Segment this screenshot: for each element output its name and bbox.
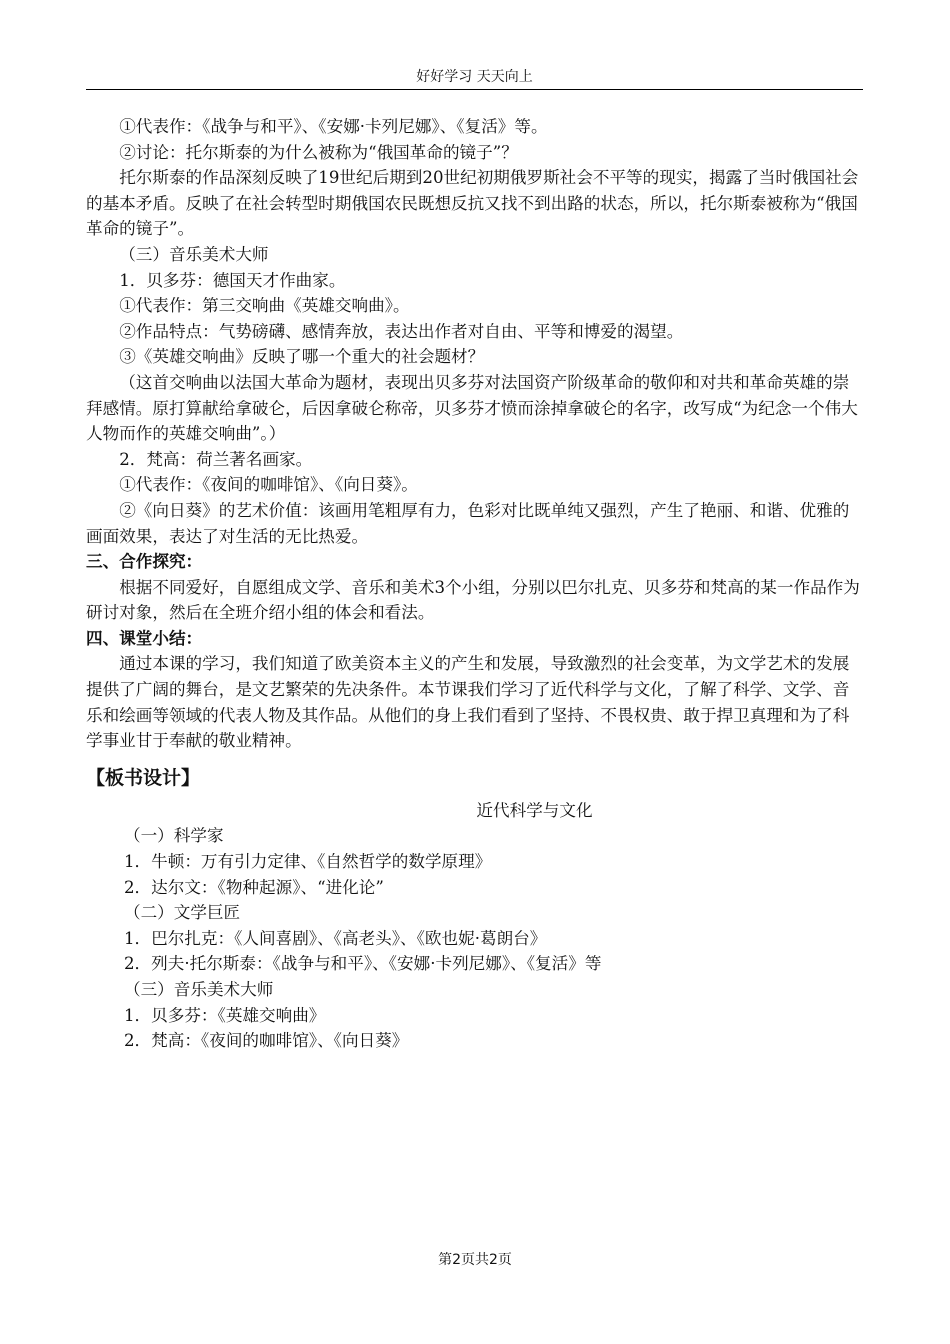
board-line: （二）文学巨匠 [124,903,241,923]
board-line: （一）科学家 [124,826,224,846]
paragraph: ②作品特点：气势磅礴、感情奔放，表达出作者对自由、平等和博爱的渴望。 [119,321,684,341]
section-heading: （三）音乐美术大师 [119,244,269,264]
paragraph: 2．梵高：荷兰著名画家。 [119,449,313,469]
board-line: 2．梵高：《夜间的咖啡馆》、《向日葵》 [124,1031,409,1051]
page-header: 好好学习 天天向上 [416,69,533,85]
board-line: 2．列夫·托尔斯泰：《战争与和平》、《安娜·卡列尼娜》、《复活》等 [124,954,602,974]
paragraph: ①代表作：《战争与和平》、《安娜·卡列尼娜》、《复活》等。 [119,117,548,136]
board-line: 2．达尔文：《物种起源》、“进化论” [124,877,384,897]
paragraph: 托尔斯泰的作品深刻反映了19世纪后期到20世纪初期俄罗斯社会不平等的现实，揭露了当时俄国社会的基本矛盾。反映了在社会转型时期俄国农民既想反抗又找不到出路的状态，所以，托尔斯泰被称为“俄国革命的镜子”。 [86,168,859,239]
paragraph: ①代表作：《夜间的咖啡馆》、《向日葵》。 [119,475,418,495]
page-footer: 第2页共2页 [438,1252,512,1268]
board-design-heading: 【板书设计】 [86,766,201,789]
paragraph: 1．贝多芬：德国天才作曲家。 [119,270,346,290]
board-line: 1．贝多芬：《英雄交响曲》 [124,1005,326,1025]
paragraph: 通过本课的学习，我们知道了欧美资本主义的产生和发展，导致激烈的社会变革，为文学艺术的发展提供了广阔的舞台，是文艺繁荣的先决条件。本节课我们学习了近代科学与文化，了解了科学、文学、音乐和绘画等领域的代表人物及其作品。从他们的身上我们看到了坚持、不畏权贵、敢于捍卫真理和为了科学事业甘于奉献的敬业精神。 [86,654,850,751]
section-heading: 三、合作探究： [86,552,203,572]
document-body [86,114,863,1054]
board-line: （三）音乐美术大师 [124,980,274,999]
board-line: 1．巴尔扎克：《人间喜剧》、《高老头》、《欧也妮·葛朗台》 [124,928,547,948]
board-title: 近代科学与文化 [476,800,593,820]
paragraph: ②《向日葵》的艺术价值：该画用笔粗厚有力，色彩对比既单纯又强烈，产生了艳丽、和谐、优雅的画面效果，表达了对生活的无比热爱。 [86,500,850,546]
header-divider [86,89,863,90]
board-line: 1．牛顿：万有引力定律、《自然哲学的数学原理》 [124,852,492,872]
paragraph: ①代表作：第三交响曲《英雄交响曲》。 [119,296,410,316]
section-heading: 四、课堂小结： [86,628,203,648]
paragraph: （这首交响曲以法国大革命为题材，表现出贝多芬对法国资产阶级革命的敬仰和对共和革命英雄的崇拜感情。原打算献给拿破仑，后因拿破仑称帝，贝多芬才愤而涂掉拿破仑的名字，改写成“为纪念一个伟大人物而作的英雄交响曲”。） [86,372,858,444]
paragraph: ③《英雄交响曲》反映了哪一个重大的社会题材？ [119,347,485,367]
paragraph: ②讨论：托尔斯泰的为什么被称为“俄国革命的镜子”？ [119,142,518,162]
paragraph: 根据不同爱好，自愿组成文学、音乐和美术3个小组，分别以巴尔扎克、贝多芬和梵高的某一作品作为研讨对象，然后在全班介绍小组的体会和看法。 [86,577,860,623]
